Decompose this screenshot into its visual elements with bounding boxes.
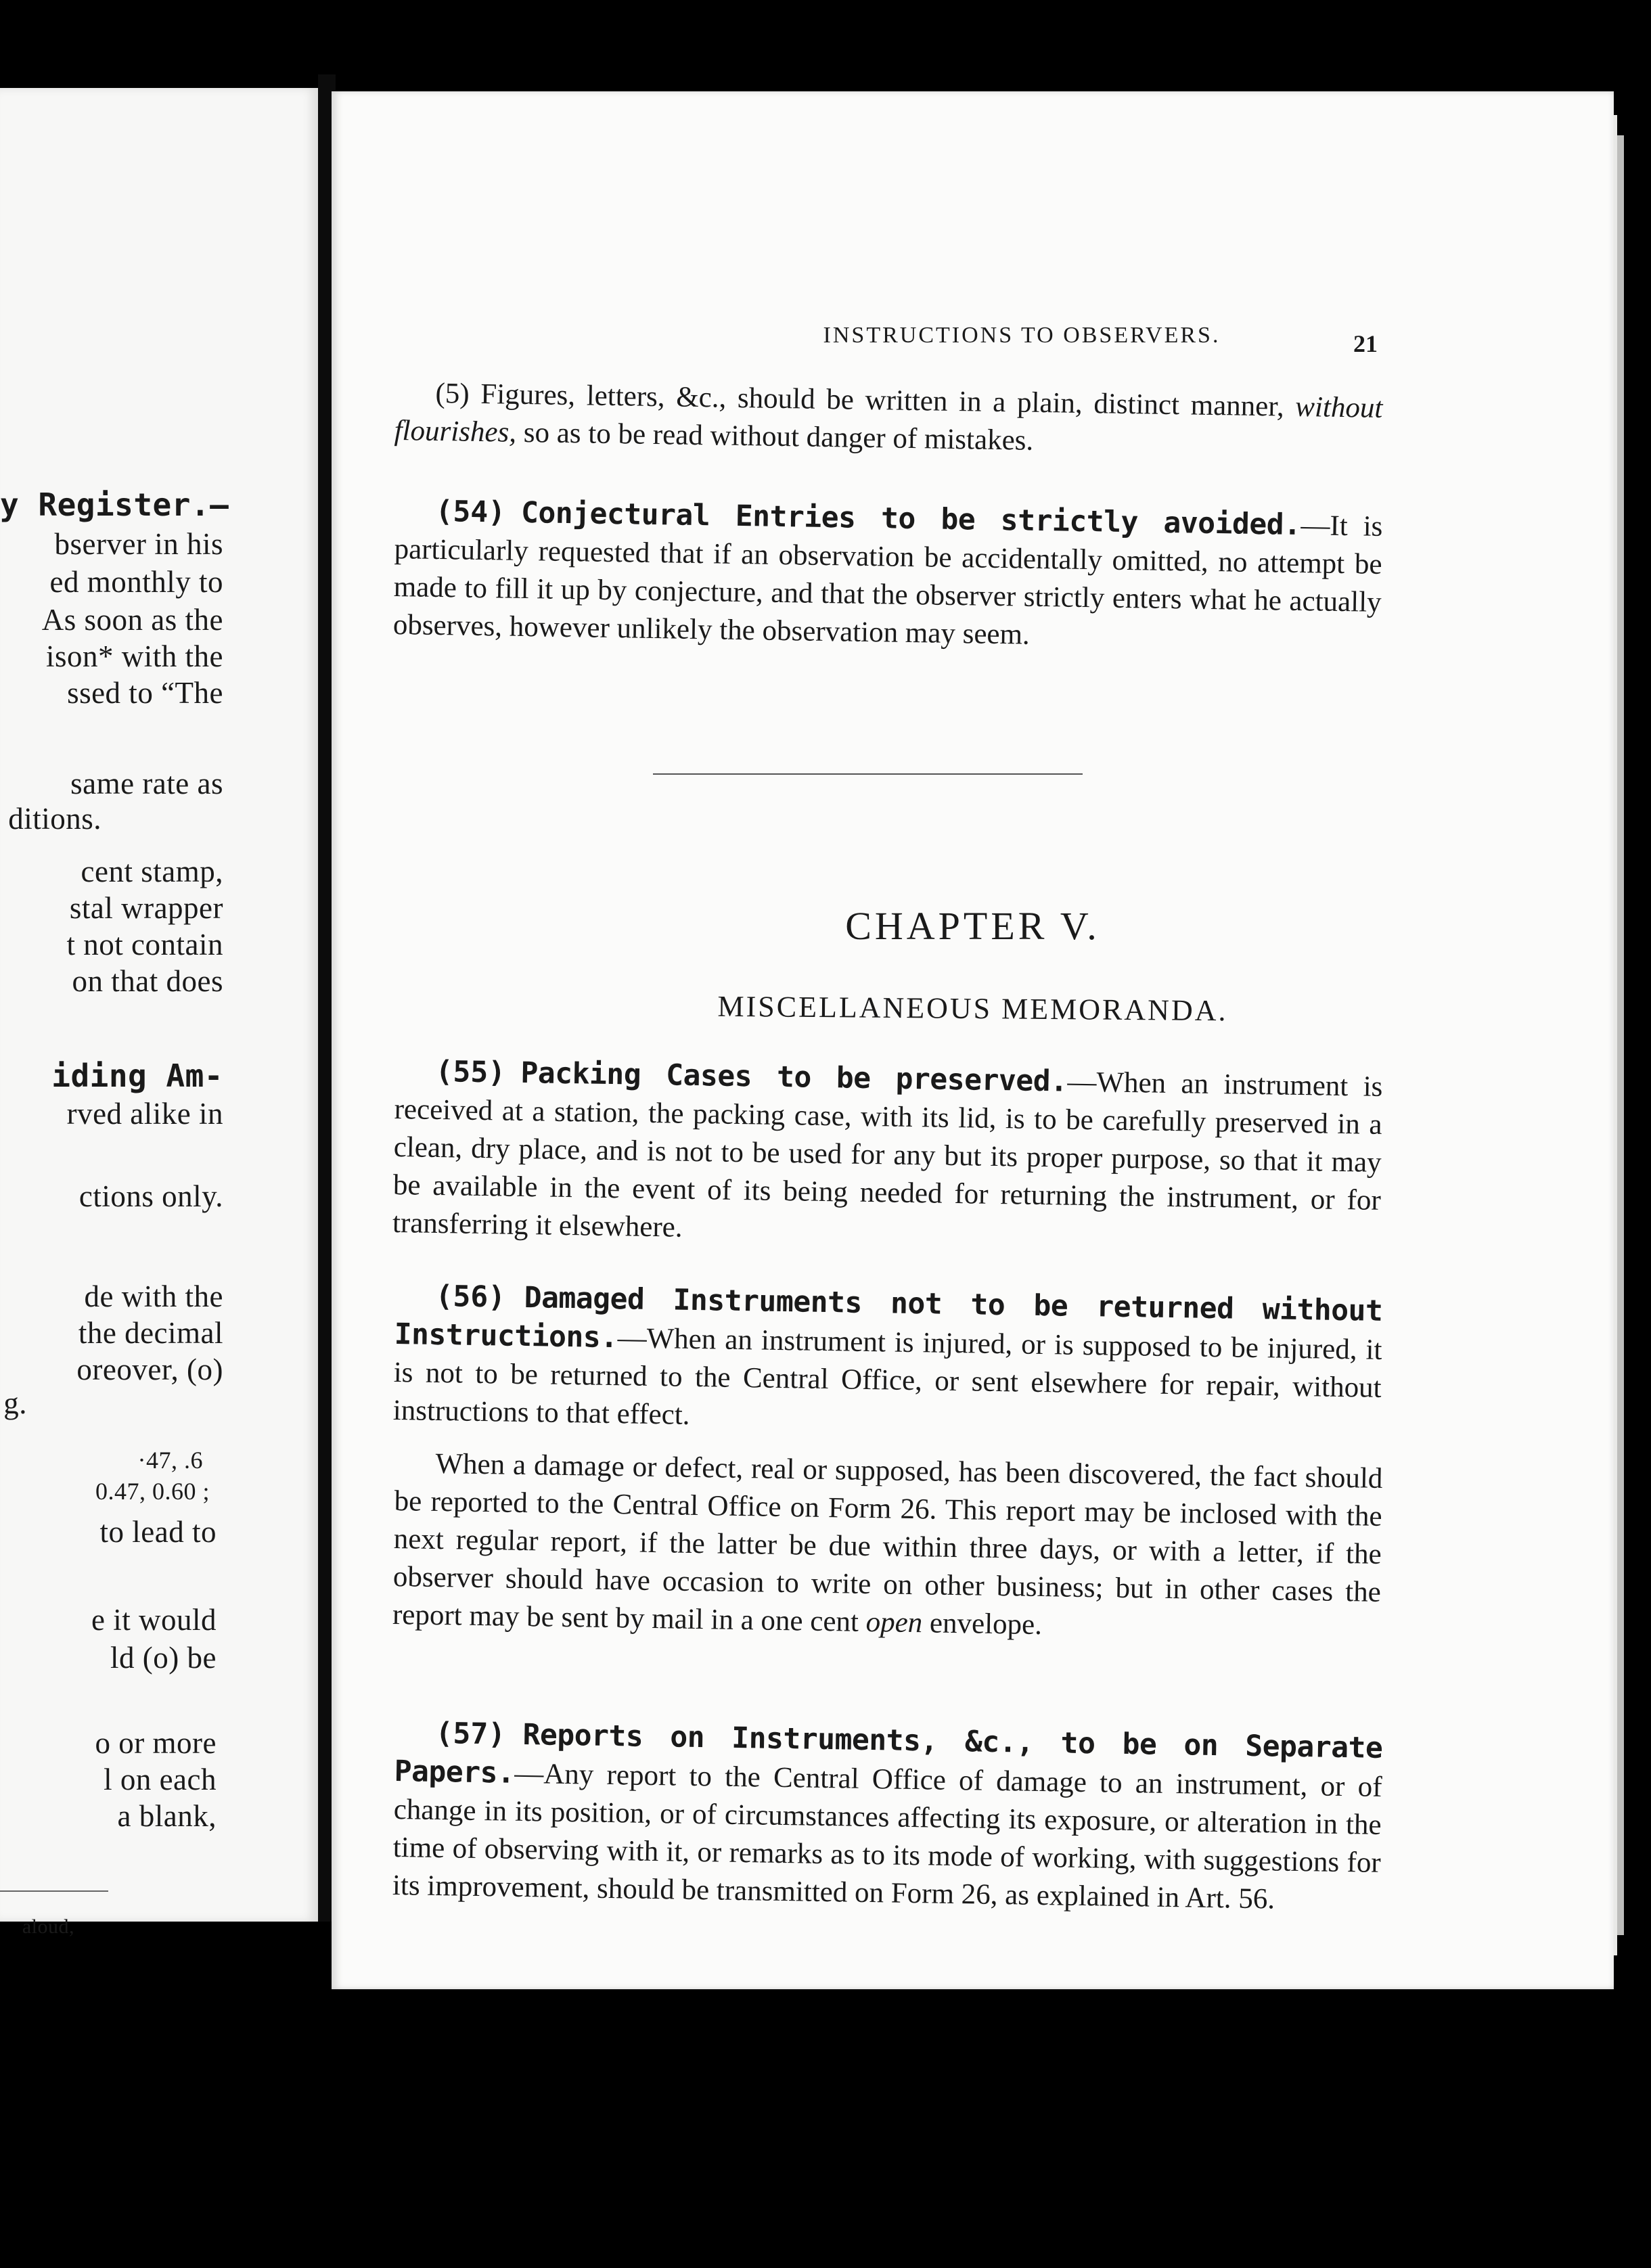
left-line: l on each [104, 1763, 217, 1796]
previous-page-fragment [0, 88, 318, 1938]
section-56-continued [392, 1445, 1383, 1650]
section-54-body: —It is particularly requested that if an observation be accidentally omitted, no attempt be made to fill it up by conjecture, and that the observer strictly enters what he actually observes, however unlikely the observation may seem. [392, 509, 1383, 651]
left-line: ld (o) be [110, 1641, 217, 1675]
left-line: ssed to “The [67, 676, 223, 710]
section-55-body: —When an instrument is received at a station, the packing case, with its lid, is to be carefully preserved in a clean, dry place, and is not to be used for any but its proper purpose, so that it may be available in the event of its being needed for returning the instrument, or for transferring it elsewhere. [392, 1066, 1383, 1244]
left-line: ·47, .6 [137, 1447, 203, 1474]
section-divider [653, 773, 1083, 775]
section-55-number: (55) [435, 1054, 506, 1090]
paragraph-5-text: (5) Figures, letters, &c., should be written in a plain, distinct manner, [435, 377, 1285, 423]
left-line: rved alike in [66, 1097, 223, 1131]
left-line: y Register.— [0, 486, 229, 523]
page-edge-shadow [1617, 135, 1624, 1935]
section-54 [392, 492, 1382, 660]
footnote-rule [0, 1890, 108, 1892]
section-57 [392, 1714, 1383, 1920]
left-line: iding Am- [51, 1058, 223, 1094]
left-line: cent stamp, [81, 855, 223, 888]
page-number: 21 [1353, 330, 1378, 357]
left-line: As soon as the [41, 603, 223, 637]
left-line: stal wrapper [69, 891, 223, 925]
section-56-number: (56) [435, 1279, 506, 1315]
chapter-heading: CHAPTER V. [845, 904, 1100, 948]
left-line: the decimal [78, 1316, 223, 1350]
section-57-heading: Reports on Instruments, &c., to be on Separate Papers. [394, 1717, 1383, 1790]
section-56-continued-tail: envelope. [922, 1607, 1043, 1641]
paragraph-5-italic: without flourishes, [394, 390, 1383, 449]
left-line: on that does [72, 964, 223, 998]
section-57-number: (57) [435, 1716, 506, 1752]
section-57-body: —Any report to the Central Office of damage to an instrument, or of change in its position, or of circumstances affecting its exposure, or alteration in the time of observing with it, or remarks as to its mode of working, with suggestions for its improvement, should be transmitted on Form 26, as explained in Art. 56. [392, 1757, 1382, 1915]
section-55-heading: Packing Cases to be preserved. [520, 1056, 1068, 1099]
section-56 [392, 1277, 1382, 1445]
paragraph-5 [394, 374, 1383, 466]
left-line: ditions. [8, 802, 101, 836]
left-footnote-fragment: aloud, [22, 1915, 74, 1938]
left-line: a blank, [117, 1799, 217, 1833]
section-55 [392, 1052, 1383, 1258]
running-head: INSTRUCTIONS TO OBSERVERS. [823, 323, 1221, 348]
left-line: bserver in his [54, 527, 223, 561]
left-line: g. [3, 1386, 27, 1420]
left-line: to lead to [99, 1515, 217, 1549]
paragraph-5-tail: so as to be read without danger of mistakes. [516, 416, 1034, 457]
section-56-continued-italic: open [865, 1606, 923, 1639]
left-line: oreover, (o) [76, 1353, 223, 1386]
left-line: de with the [84, 1279, 223, 1313]
chapter-title: MISCELLANEOUS MEMORANDA. [717, 989, 1228, 1028]
left-line: e it would [91, 1603, 217, 1637]
left-line: same rate as [70, 767, 223, 800]
left-line: t not contain [66, 928, 223, 961]
left-line: ison* with the [46, 639, 223, 673]
left-line: 0.47, 0.60 ; [95, 1478, 210, 1505]
section-54-number: (54) [435, 494, 506, 530]
book-page [332, 91, 1614, 1989]
left-line: ed monthly to [49, 565, 223, 599]
section-54-heading: Conjectural Entries to be strictly avoided. [520, 495, 1301, 543]
section-56-body: —When an instrument is injured, or is supposed to be injured, it is not to be returned to the Central Office, or sent elsewhere for repair, without instructions to that effect. [392, 1322, 1382, 1431]
section-56-continued-text: When a damage or defect, real or supposed, has been discovered, the fact should be reported to the Central Office on Form 26. This report may be inclosed with the next regular report, if the latter be due within three days, or with a letter, if the observer should have occasion to write on other business; but in other cases the report may be sent by mail in a one cent [392, 1447, 1383, 1638]
section-56-heading: Damaged Instruments not to be returned without Instructions. [394, 1281, 1383, 1355]
left-line: ctions only. [78, 1179, 223, 1213]
left-line: o or more [95, 1726, 217, 1760]
